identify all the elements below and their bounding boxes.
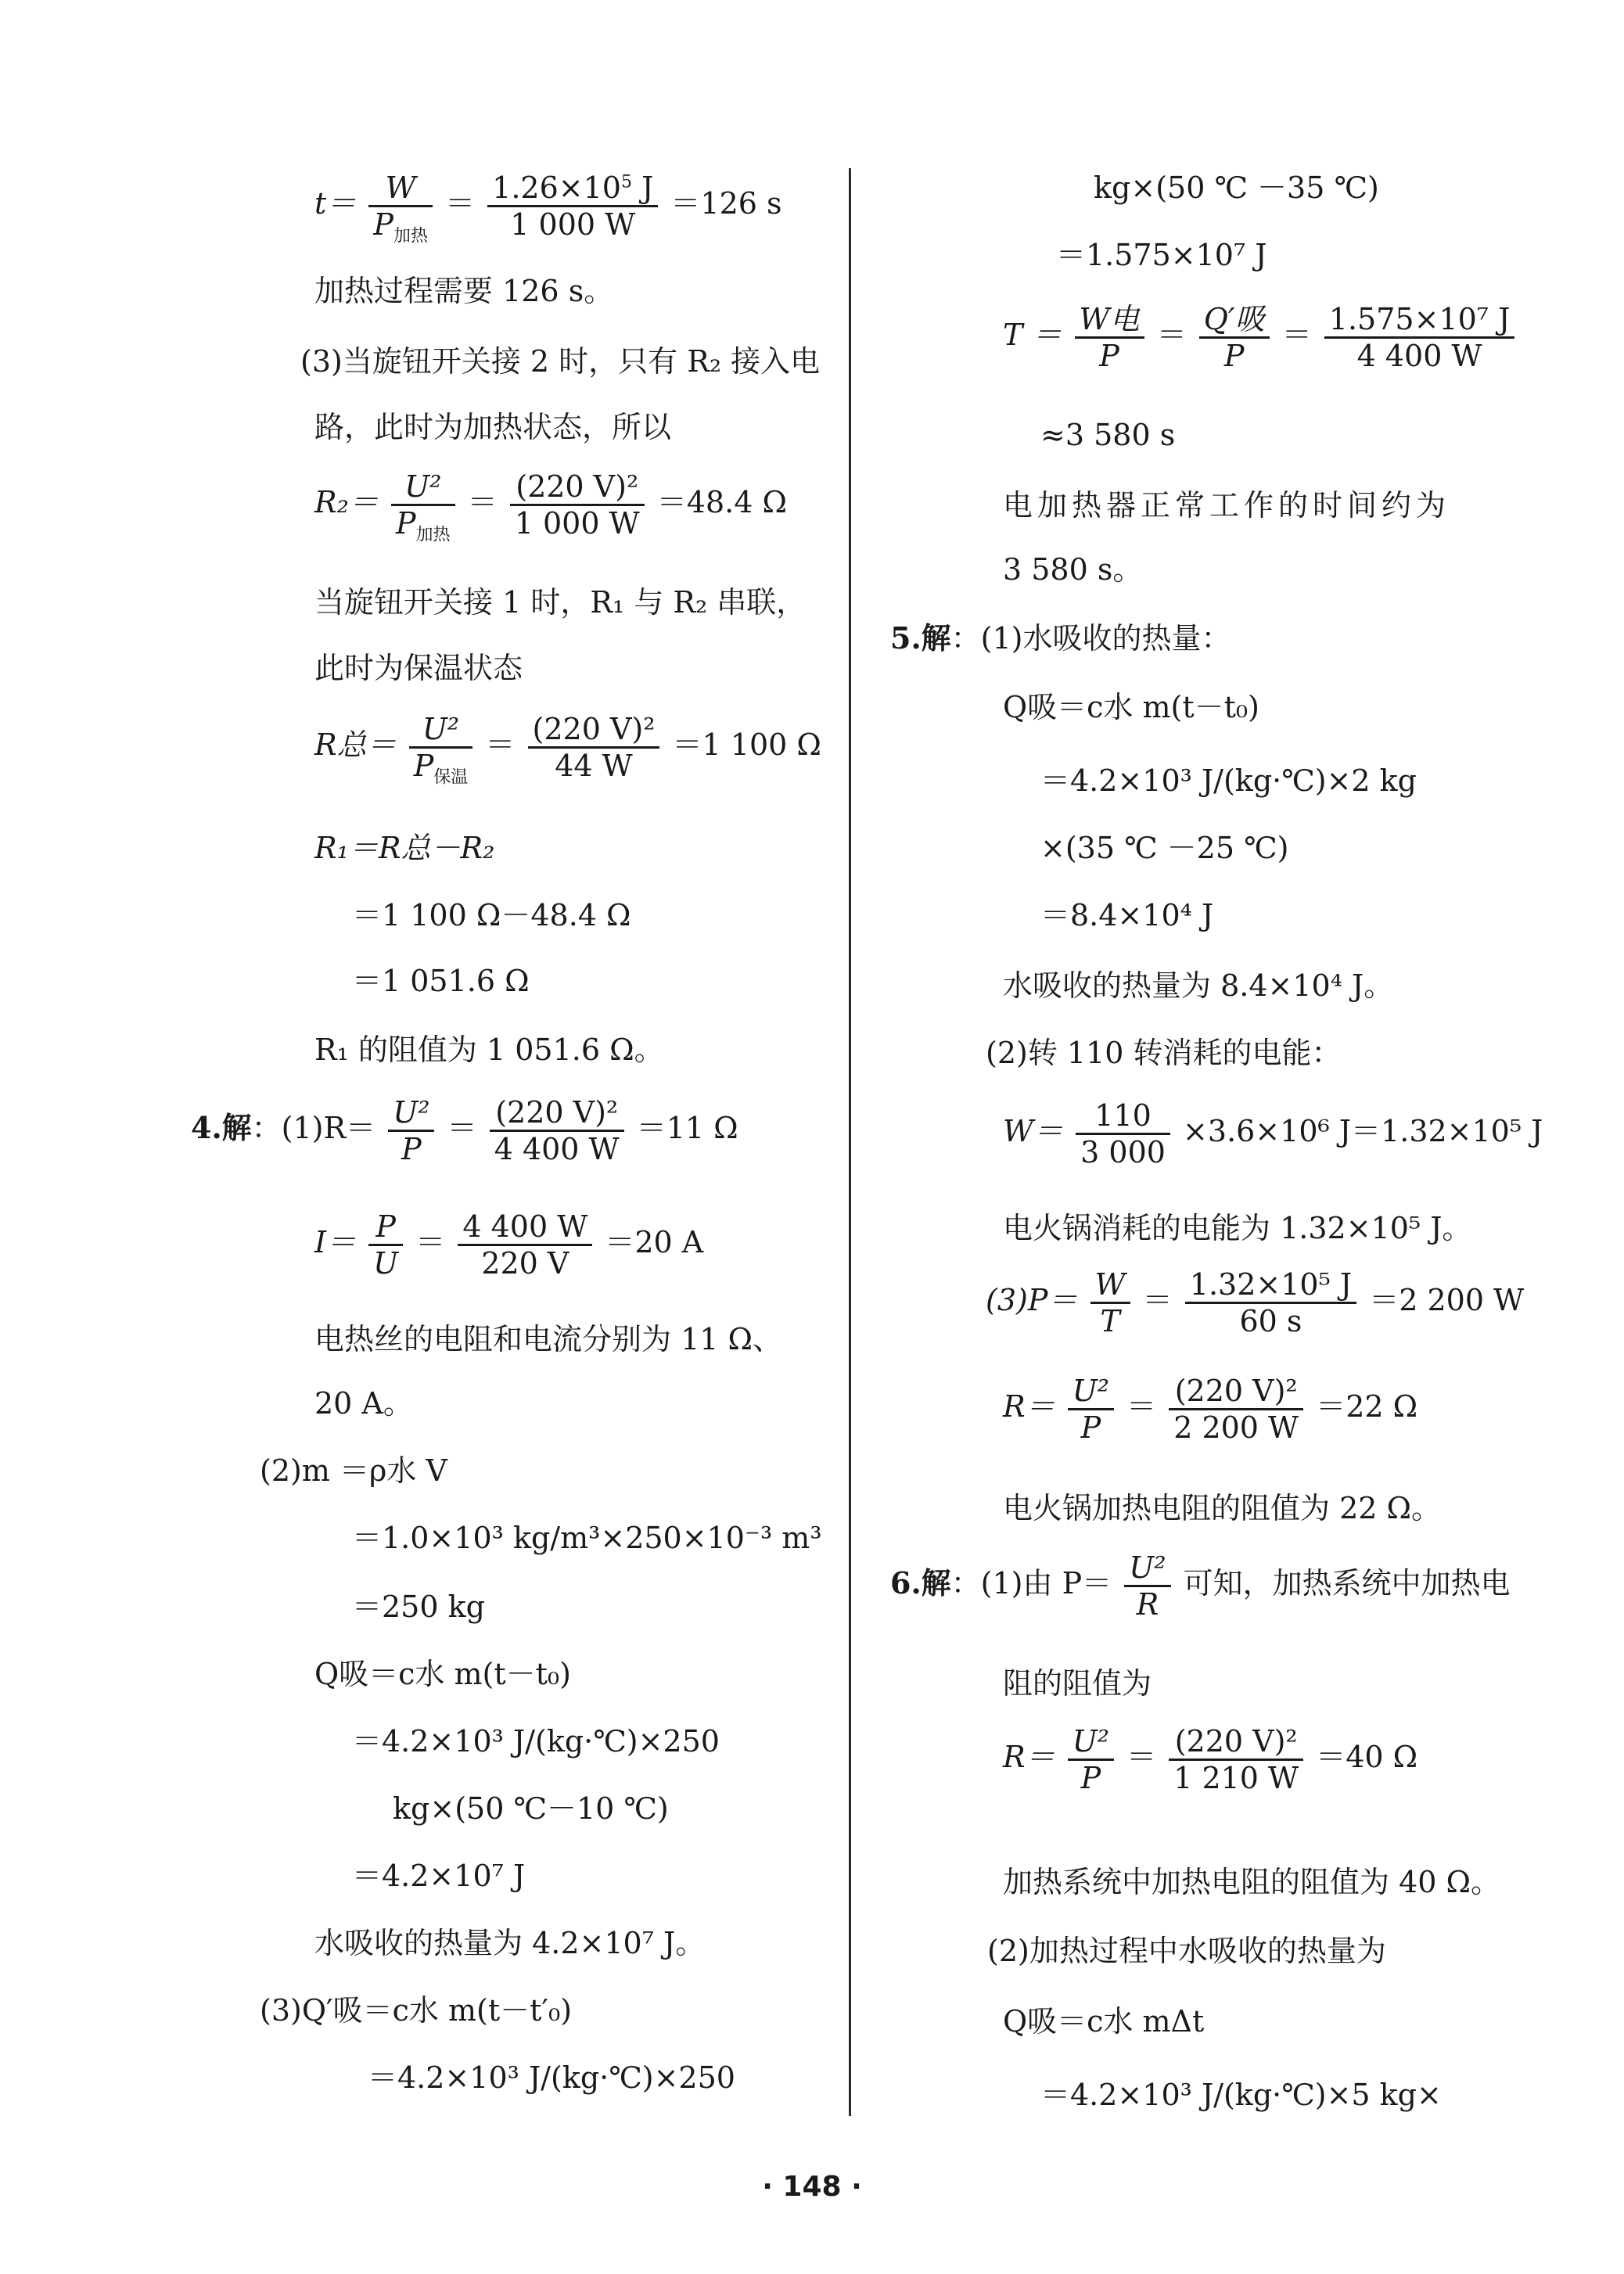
question-6-start: 6.解：(1)由 P＝ $\frac{\text{U²}}{R}$ 可知，加热系统中加热电 xyxy=(890,1550,1511,1622)
equation-current: I＝ $\frac{P}{U}$ ＝ $\frac{4 400 W}{220 V}$ ＝20 A xyxy=(314,1209,704,1281)
equation-r2: R₂＝ $\frac{\text{U²}}{P_{加热}}$ ＝ $\frac{\text{(220 V)²}}{1 000 W}$ ＝48.4 Ω xyxy=(314,469,787,545)
text-line: 3 580 s。 xyxy=(1003,552,1143,587)
equation-line: ＝4.2×10³ J/(kg·℃)×2 kg xyxy=(1040,763,1417,798)
text-line: 路，此时为加热状态，所以 xyxy=(314,410,672,444)
text-line: 此时为保温状态 xyxy=(314,651,523,685)
fraction: $\frac{P}{U}$ xyxy=(368,1209,403,1281)
fraction: $\frac{\text{U²}}{P}$ xyxy=(388,1095,434,1166)
equation-line: ＝250 kg xyxy=(352,1590,485,1624)
fraction: $\frac{\text{(220 V)²}}{2 200 W}$ xyxy=(1169,1374,1303,1445)
equation-line: Q吸＝c水 mΔt xyxy=(1003,2004,1205,2039)
text-line: (2)转 110 转消耗的电能： xyxy=(986,1036,1342,1070)
question-4-start: 4.解：(1)R＝ $\frac{\text{U²}}{P}$ ＝ $\frac{\text{(220 V)²}}{4 400 W}$ ＝11 Ω xyxy=(191,1095,738,1166)
fraction: $\frac{\text{1.32×10⁵ J}}{60 s}$ xyxy=(1185,1267,1356,1338)
equation-line: R₁＝R总－R₂ xyxy=(314,831,495,865)
equation-line: ＝1 051.6 Ω xyxy=(352,964,530,998)
equation-resistance: R＝ $\frac{\text{U²}}{P}$ ＝ $\frac{\text{(220 V)²}}{2 200 W}$ ＝22 Ω xyxy=(1003,1374,1418,1445)
fraction: $\frac{W}{P_{加热}}$ xyxy=(368,171,433,242)
fraction: $\frac{\text{(220 V)²}}{1 000 W}$ xyxy=(510,469,645,541)
fraction: $\frac{W}{T}$ xyxy=(1090,1267,1130,1338)
column-divider xyxy=(849,168,851,2116)
text-line: 电加热器正常工作的时间约为 xyxy=(1003,488,1451,523)
text-line: 电火锅加热电阻的阻值为 22 Ω。 xyxy=(1003,1491,1442,1525)
fraction: $\frac{\text{U²}}{P}$ xyxy=(1068,1724,1114,1795)
equation-line: ＝4.2×10⁷ J xyxy=(352,1859,526,1893)
equation-line: ＝1.575×10⁷ J xyxy=(1056,238,1267,272)
fraction: $\frac{\text{(220 V)²}}{4 400 W}$ xyxy=(490,1095,624,1166)
fraction: $\frac{\text{U²}}{P_{保温}}$ xyxy=(409,712,473,783)
text-line: 水吸收的热量为 4.2×10⁷ J。 xyxy=(314,1926,706,1960)
equation-time-t: T ＝ $\frac{\text{W电}}{P}$ ＝ $\frac{\text{Q′吸}}{P}$ ＝ $\frac{\text{1.575×10⁷ J}}{4 400 W}$ xyxy=(1003,302,1518,373)
fraction: $\frac{110}{3 000}$ xyxy=(1076,1098,1170,1169)
text-line: R₁ 的阻值为 1 051.6 Ω。 xyxy=(314,1033,664,1067)
fraction: $\frac{\text{(220 V)²}}{1 210 W}$ xyxy=(1169,1724,1303,1795)
text-line: 电火锅消耗的电能为 1.32×10⁵ J。 xyxy=(1003,1211,1472,1245)
text-line: 当旋钮开关接 1 时，R₁ 与 R₂ 串联， xyxy=(314,585,807,620)
fraction: $\frac{\text{Q′吸}}{P}$ xyxy=(1199,302,1270,373)
fraction: $\frac{\text{(220 V)²}}{44 W}$ xyxy=(528,712,660,783)
fraction: $\frac{\text{1.575×10⁷ J}}{4 400 W}$ xyxy=(1324,302,1515,373)
equation-line: ＝1.0×10³ kg/m³×250×10⁻³ m³ xyxy=(352,1521,822,1555)
equation-line: ≈3 580 s xyxy=(1040,418,1176,452)
equation-line: ×(35 ℃ －25 ℃) xyxy=(1040,831,1289,865)
text-line: 加热系统中加热电阻的阻值为 40 Ω。 xyxy=(1003,1865,1501,1899)
equation-line: ＝1 100 Ω－48.4 Ω xyxy=(352,898,631,932)
equation-line: ＝4.2×10³ J/(kg·℃)×250 xyxy=(352,1724,720,1758)
question-5-start: 5.解：(1)水吸收的热量： xyxy=(890,620,1231,656)
text-line: 20 A。 xyxy=(314,1386,413,1421)
equation-rtotal: R总＝ $\frac{\text{U²}}{P_{保温}}$ ＝ $\frac{\text{(220 V)²}}{44 W}$ ＝1 100 Ω xyxy=(314,712,821,788)
equation-line: Q吸＝c水 m(t－t₀) xyxy=(1003,690,1259,724)
equation-energy: W＝ $\frac{110}{3 000}$ ×3.6×10⁶ J＝1.32×10⁵ J xyxy=(1003,1098,1543,1169)
text-line: (3)当旋钮开关接 2 时，只有 R₂ 接入电 xyxy=(300,344,821,379)
text-line: 加热过程需要 126 s。 xyxy=(314,274,614,308)
equation-line: kg×(50 ℃－10 ℃) xyxy=(393,1791,669,1826)
equation-line: ＝4.2×10³ J/(kg·℃)×250 xyxy=(368,2060,735,2095)
text-line: 电热丝的电阻和电流分别为 11 Ω、 xyxy=(314,1322,783,1356)
text-line: 阻的阻值为 xyxy=(1003,1666,1152,1701)
text-line: (2)加热过程中水吸收的热量为 xyxy=(987,1934,1386,1968)
fraction: $\frac{\text{U²}}{P_{加热}}$ xyxy=(391,469,455,541)
fraction: $\frac{\text{W电}}{P}$ xyxy=(1075,302,1144,373)
fraction: $\frac{\text{U²}}{R}$ xyxy=(1124,1550,1170,1622)
page-number: · 148 · xyxy=(762,2171,862,2203)
fraction: $\frac{1.26\times 10^5 J}{1 000 W}$ xyxy=(487,171,658,242)
equation-line: Q吸＝c水 m(t－t₀) xyxy=(314,1657,571,1691)
equation-line: ＝8.4×10⁴ J xyxy=(1040,898,1214,932)
equation-line: (3)Q′吸＝c水 m(t－t′₀) xyxy=(260,1993,573,2028)
equation-line: ＝4.2×10³ J/(kg·℃)×5 kg× xyxy=(1040,2078,1442,2112)
equation-resistance-2: R＝ $\frac{\text{U²}}{P}$ ＝ $\frac{\text{(220 V)²}}{1 210 W}$ ＝40 Ω xyxy=(1003,1724,1418,1795)
fraction: $\frac{4 400 W}{220 V}$ xyxy=(458,1209,592,1281)
equation-line: (2)m ＝ρ水 V xyxy=(260,1453,447,1488)
equation-time: t＝ $\frac{W}{P_{加热}}$ ＝ $\frac{1.26\times 10^5 J}{1 000 W}$ ＝126 s xyxy=(314,171,782,246)
equation-line: kg×(50 ℃ －35 ℃) xyxy=(1094,171,1379,205)
text-line: 水吸收的热量为 8.4×10⁴ J。 xyxy=(1003,968,1394,1003)
fraction: $\frac{\text{U²}}{P}$ xyxy=(1068,1374,1114,1445)
equation-power: (3)P＝ $\frac{W}{T}$ ＝ $\frac{\text{1.32×10⁵ J}}{60 s}$ ＝2 200 W xyxy=(986,1267,1525,1338)
